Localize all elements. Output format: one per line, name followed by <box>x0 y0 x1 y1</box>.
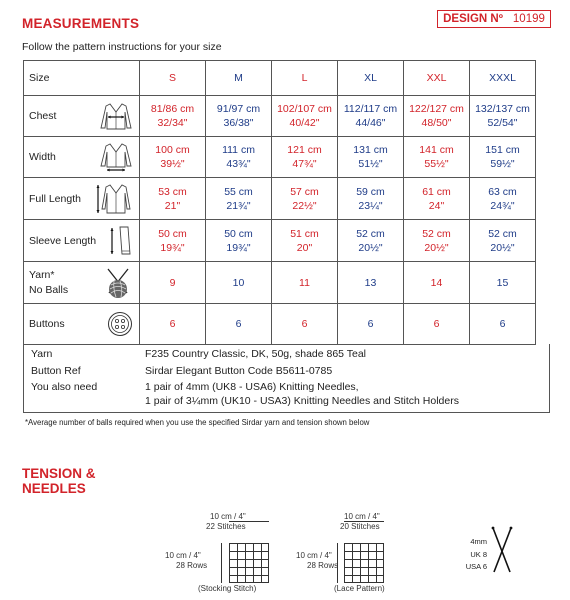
size-xxl: XXL <box>404 61 470 96</box>
width-label: Width <box>29 151 56 163</box>
yarn-s: 9 <box>140 262 206 304</box>
buttons-label: Buttons <box>29 318 65 330</box>
swatch-1-stitches: 22 Stitches <box>206 522 246 531</box>
full-length-xl: 59 cm 23¼" <box>338 178 404 220</box>
full-length-label-cell <box>24 178 140 220</box>
yarn-label-cell <box>24 262 140 304</box>
sleeve-length-l: 51 cm 20" <box>272 220 338 262</box>
swatch-1-width: 10 cm / 4" <box>210 512 246 521</box>
width-label-cell <box>24 137 140 178</box>
needs-value-2: 1 pair of 3¼mm (UK10 - USA3) Knitting Needles and Stitch Holders <box>145 395 459 407</box>
sleeve-length-icon <box>109 225 133 257</box>
size-m: M <box>206 61 272 96</box>
button-icon <box>107 311 133 337</box>
size-label: Size <box>24 61 140 96</box>
chest-m: 91/97 cm 36/38" <box>206 96 272 137</box>
swatch-2-height: 10 cm / 4" <box>296 551 332 560</box>
width-s: 100 cm 39½" <box>140 137 206 178</box>
width-row <box>24 137 536 178</box>
page-title: MEASUREMENTS <box>22 16 140 31</box>
sleeve-length-xl: 52 cm 20½" <box>338 220 404 262</box>
needs-label: You also need <box>31 381 98 393</box>
swatch-2-stitches: 20 Stitches <box>340 522 380 531</box>
size-table <box>23 60 536 345</box>
sleeve-length-row <box>24 220 536 262</box>
size-s: S <box>140 61 206 96</box>
needle-uk: UK 8 <box>470 549 487 559</box>
buttons-xl: 6 <box>338 304 404 345</box>
swatch-1-grid <box>229 543 269 583</box>
swatch-1-rows: 28 Rows <box>176 561 208 570</box>
yarn-info-label: Yarn <box>31 348 53 360</box>
sleeve-length-xxl: 52 cm 20½" <box>404 220 470 262</box>
chest-label-cell <box>24 96 140 137</box>
full-length-label: Full Length <box>29 192 81 205</box>
cardigan-chest-icon <box>99 102 133 130</box>
full-length-row <box>24 178 536 220</box>
swatch-2-caption: (Lace Pattern) <box>334 584 385 593</box>
sleeve-length-m: 50 cm 19¾" <box>206 220 272 262</box>
chest-s: 81/86 cm 32/34" <box>140 96 206 137</box>
swatch-1-caption: (Stocking Stitch) <box>198 584 257 593</box>
swatch-1-height: 10 cm / 4" <box>165 551 201 560</box>
tension-title: TENSION & NEEDLES <box>22 466 96 496</box>
materials-box <box>23 344 550 413</box>
chest-xl: 112/117 cm 44/46" <box>338 96 404 137</box>
size-header-row <box>24 61 536 96</box>
yarn-xxl: 14 <box>404 262 470 304</box>
yarn-xl: 13 <box>338 262 404 304</box>
buttons-m: 6 <box>206 304 272 345</box>
chest-xxl: 122/127 cm 48/50" <box>404 96 470 137</box>
width-l: 121 cm 47¾" <box>272 137 338 178</box>
buttons-l: 6 <box>272 304 338 345</box>
buttons-xxl: 6 <box>404 304 470 345</box>
yarn-ball-icon <box>103 267 133 299</box>
crossed-needles-icon <box>489 526 515 574</box>
chest-row <box>24 96 536 137</box>
cardigan-width-icon <box>99 142 133 172</box>
chest-l: 102/107 cm 40/42" <box>272 96 338 137</box>
full-length-m: 55 cm 21¾" <box>206 178 272 220</box>
sleeve-length-s: 50 cm 19¾" <box>140 220 206 262</box>
yarn-l: 11 <box>272 262 338 304</box>
swatch-2-width: 10 cm / 4" <box>344 512 380 521</box>
chest-label: Chest <box>29 110 57 122</box>
cardigan-length-icon <box>95 183 133 215</box>
buttons-s: 6 <box>140 304 206 345</box>
sleeve-length-xxxl: 52 cm 20½" <box>470 220 536 262</box>
design-number-label: DESIGN Nº <box>443 13 503 25</box>
button-ref-label: Button Ref <box>31 365 81 377</box>
full-length-xxl: 61 cm 24" <box>404 178 470 220</box>
subtitle: Follow the pattern instructions for your size <box>22 41 222 53</box>
design-number: 10199 <box>512 13 545 25</box>
sleeve-length-label-cell <box>24 220 140 262</box>
size-xxxl: XXXL <box>470 61 536 96</box>
design-number-box <box>437 10 551 28</box>
needle-usa: USA 6 <box>465 562 487 571</box>
needle-mm: 4mm <box>470 537 487 546</box>
buttons-label-cell <box>24 304 140 345</box>
footnote: *Average number of balls required when you use the specified Sirdar yarn and tension shown below <box>25 418 370 427</box>
swatch-2-rows: 28 Rows <box>307 561 339 570</box>
swatch-2-grid <box>344 543 384 583</box>
sleeve-length-label: Sleeve Length <box>29 234 97 247</box>
button-ref-value: Sirdar Elegant Button Code B5611-0785 <box>145 365 333 377</box>
yarn-xxxl: 15 <box>470 262 536 304</box>
needle-size-key <box>459 536 487 574</box>
yarn-info-value: F235 Country Classic, DK, 50g, shade 865 Teal <box>145 348 367 360</box>
buttons-row <box>24 304 536 345</box>
width-xl: 131 cm 51½" <box>338 137 404 178</box>
width-xxl: 141 cm 55½" <box>404 137 470 178</box>
full-length-s: 53 cm 21" <box>140 178 206 220</box>
size-xl: XL <box>338 61 404 96</box>
needs-value-1: 1 pair of 4mm (UK8 - USA6) Knitting Needles, <box>145 381 359 393</box>
size-l: L <box>272 61 338 96</box>
full-length-l: 57 cm 22½" <box>272 178 338 220</box>
yarn-row <box>24 262 536 304</box>
chest-xxxl: 132/137 cm 52/54" <box>470 96 536 137</box>
full-length-xxxl: 63 cm 24¾" <box>470 178 536 220</box>
width-xxxl: 151 cm 59½" <box>470 137 536 178</box>
buttons-xxxl: 6 <box>470 304 536 345</box>
yarn-label: Yarn* No Balls <box>29 268 69 296</box>
yarn-m: 10 <box>206 262 272 304</box>
width-m: 111 cm 43¾" <box>206 137 272 178</box>
